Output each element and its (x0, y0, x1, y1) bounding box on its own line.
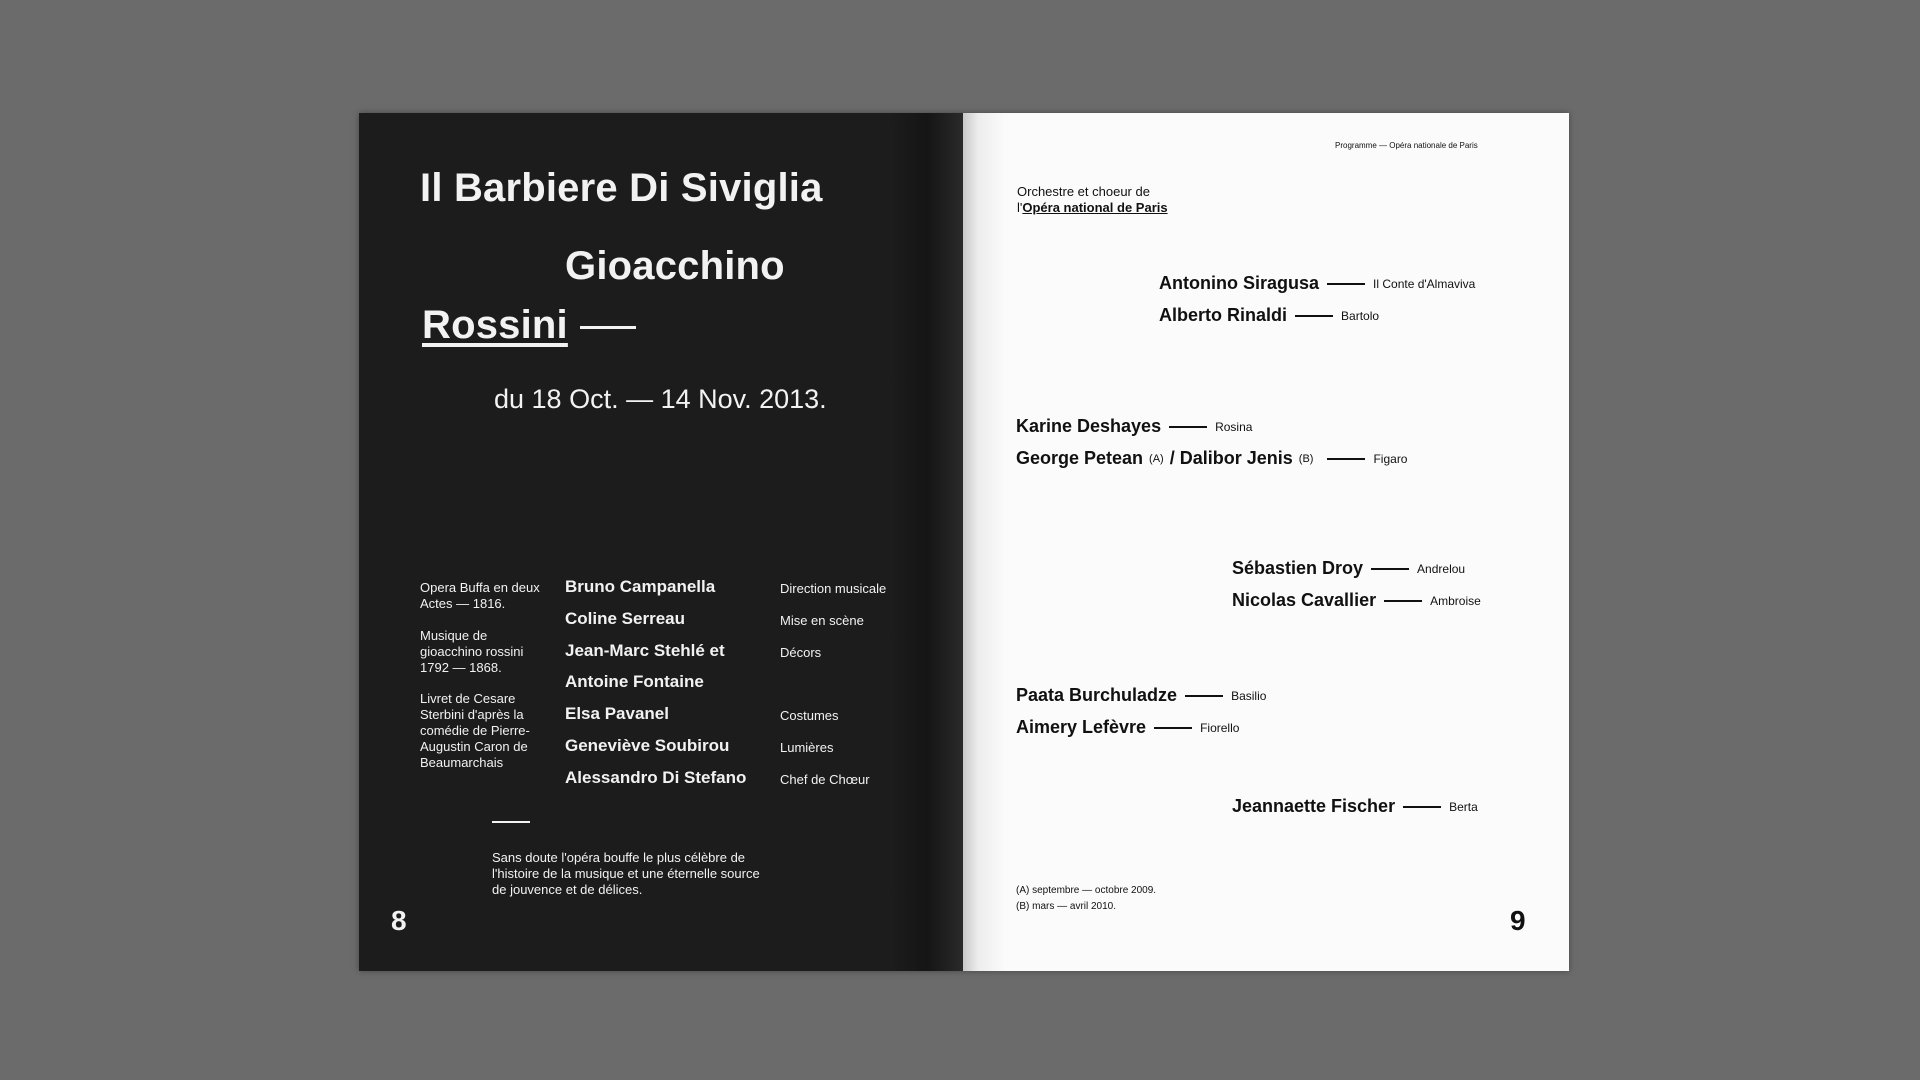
cast-row-8 (1016, 717, 1239, 738)
credit-role-1: Direction musicale (780, 581, 887, 596)
footnote-a: (A) septembre — octobre 2009. (1016, 885, 1157, 896)
cast-row-1 (1159, 273, 1475, 294)
cast-row-9 (1232, 796, 1478, 817)
info-3: Livret de Cesare Sterbini d'après la comédie de Pierre-Augustin Caron de Beaumarchais (420, 691, 530, 770)
role-name: Berta (1449, 799, 1478, 814)
credit-role-3: Décors (780, 645, 822, 660)
singer-name: Alberto Rinaldi (1159, 305, 1288, 325)
orchestra-credit (1017, 184, 1168, 216)
cast-row-3 (1016, 416, 1252, 437)
role-name: Fiorello (1200, 720, 1240, 735)
running-header: Programme — Opéra nationale de Paris (1335, 141, 1478, 150)
cast-dash (1185, 695, 1223, 697)
info-1: Opera Buffa en deux Actes — 1816. (420, 580, 540, 611)
cast-separator: / (1169, 448, 1175, 468)
left-page (359, 113, 963, 971)
singer-name: Paata Burchuladze (1016, 685, 1178, 705)
singer-name: Karine Deshayes (1016, 416, 1162, 436)
cast-dash (1154, 727, 1192, 729)
cast-row-6 (1232, 590, 1481, 611)
quote-text: Sans doute l'opéra bouffe le plus célèbre de l'histoire de la musique et une éternelle source de jouvence et de délices. (492, 850, 760, 897)
credit-role-6: Lumières (780, 740, 834, 755)
cast-tag-a: (A) (1149, 452, 1164, 465)
credit-name-2: Coline Serreau (565, 609, 685, 628)
page-number-right: 9 (1510, 905, 1526, 936)
cast-dash (1169, 426, 1207, 428)
composer-first-name: Gioacchino (565, 244, 785, 288)
credit-name-5: Elsa Pavanel (565, 704, 669, 723)
orchestra-line-1: Orchestre et choeur de (1017, 184, 1150, 199)
role-name: Basilio (1231, 688, 1267, 703)
role-name: Andrelou (1417, 561, 1466, 576)
credit-role-2: Mise en scène (780, 613, 864, 628)
credit-name-3: Jean-Marc Stehlé et (565, 641, 725, 660)
cast-dash (1384, 600, 1422, 602)
page-number-left: 8 (391, 905, 407, 936)
credit-name-1: Bruno Campanella (565, 577, 716, 596)
role-name: Bartolo (1341, 308, 1380, 323)
credit-name-4: Antoine Fontaine (565, 672, 704, 691)
cast-row-4 (1016, 448, 1407, 469)
credit-name-6: Geneviève Soubirou (565, 736, 730, 755)
info-2: Musique de gioacchino rossini 1792 — 1868. (420, 628, 524, 675)
cast-row-5 (1232, 558, 1465, 579)
singer-name: George Petean (1016, 448, 1144, 468)
orchestra-line-2 (1017, 200, 1168, 216)
opera-house-link[interactable]: Opéra national de Paris (1022, 200, 1168, 215)
cast-dash (1327, 458, 1365, 460)
quote-rule (492, 821, 530, 823)
title-dash (580, 326, 636, 329)
composer-last-name: Rossini (422, 303, 568, 347)
cast-dash (1371, 568, 1409, 570)
composer-last-name-line (422, 303, 636, 348)
orchestra-prefix: l' (1017, 200, 1023, 215)
cast-dash (1327, 283, 1365, 285)
right-page (963, 113, 1569, 971)
opera-title: Il Barbiere Di Siviglia (420, 166, 823, 210)
role-name: Rosina (1215, 419, 1253, 434)
footnote-b: (B) mars — avril 2010. (1016, 901, 1117, 912)
credit-role-7: Chef de Chœur (780, 772, 870, 787)
role-name: Il Conte d'Almaviva (1373, 276, 1476, 291)
singer-name: Aimery Lefèvre (1016, 717, 1147, 737)
brochure-spread (359, 113, 1569, 971)
performance-dates: du 18 Oct. — 14 Nov. 2013. (494, 384, 827, 414)
singer-name: Nicolas Cavallier (1232, 590, 1377, 610)
role-name: Ambroise (1430, 593, 1481, 608)
singer-name: Jeannaette Fischer (1232, 796, 1396, 816)
singer-name: Sébastien Droy (1232, 558, 1364, 578)
role-name: Figaro (1373, 451, 1408, 466)
footnotes (1016, 883, 1156, 915)
cast-row-7 (1016, 685, 1266, 706)
credit-name-7: Alessandro Di Stefano (565, 768, 747, 787)
singer-name: Antonino Siragusa (1159, 273, 1320, 293)
credit-role-5: Costumes (780, 708, 839, 723)
singer-name-2: Dalibor Jenis (1179, 448, 1293, 468)
cast-tag-b: (B) (1298, 452, 1314, 465)
cast-dash (1403, 806, 1441, 808)
cast-row-2 (1159, 305, 1379, 326)
cast-dash (1295, 315, 1333, 317)
